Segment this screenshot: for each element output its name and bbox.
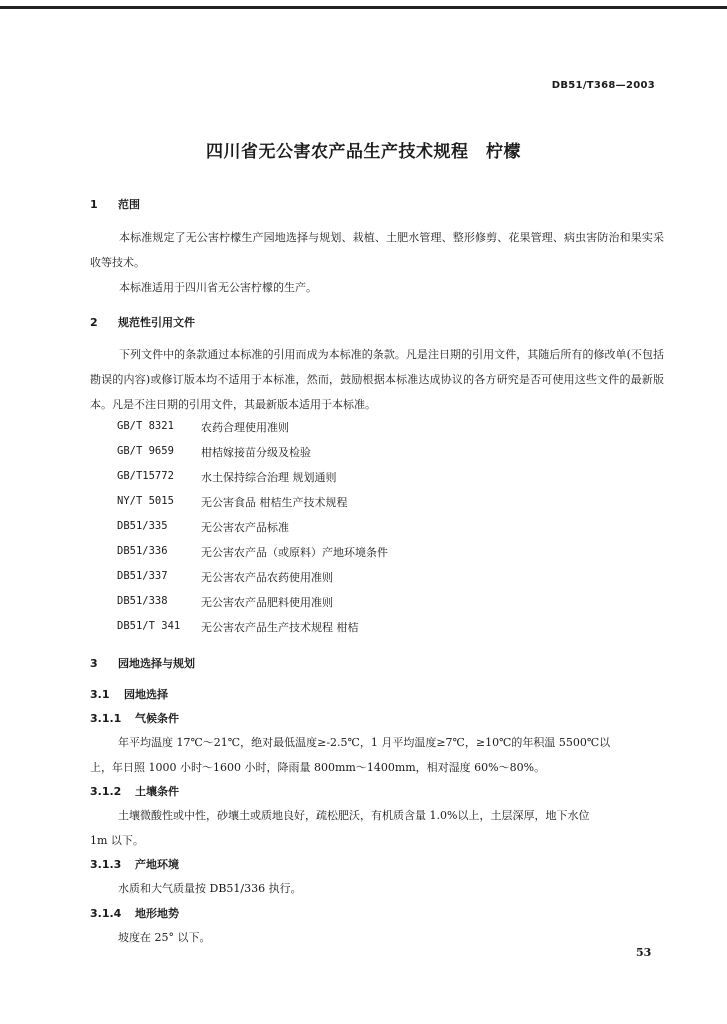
section-1-paragraph-1: 本标准规定了无公害柠檬生产园地选择与规划、栽植、土肥水管理、整形修剪、花果管理、病虫害防治和果实采收等技术。 <box>90 231 664 269</box>
section-number: 3.1.3 <box>90 858 122 871</box>
reference-code: DB51/335 <box>117 520 168 532</box>
reference-code: GB/T 8321 <box>117 420 174 432</box>
section-title: 园地选择 <box>124 688 168 701</box>
soil-text-line-2: 1m 以下。 <box>90 834 144 847</box>
section-title: 产地环境 <box>135 858 179 871</box>
terrain-text-line-1: 坡度在 25° 以下。 <box>118 931 211 944</box>
subsection-3-1-3-heading <box>90 856 179 872</box>
section-title: 气候条件 <box>135 712 179 725</box>
reference-title: 无公害农产品（或原料）产地环境条件 <box>201 546 388 559</box>
reference-title: 无公害农产品生产技术规程 柑桔 <box>201 621 359 634</box>
section-title: 园地选择与规划 <box>118 657 195 670</box>
section-number: 3.1.1 <box>90 712 122 725</box>
section-3-heading <box>90 655 195 671</box>
environment-text-line-1: 水质和大气质量按 DB51/336 执行。 <box>118 882 302 895</box>
reference-code: NY/T 5015 <box>117 495 174 507</box>
section-2-heading <box>90 314 195 330</box>
climate-text-line-1: 年平均温度 17℃～21℃，绝对最低温度≥-2.5℃，1 月平均温度≥7℃，≥10℃的年积温 5500℃以 <box>118 736 611 749</box>
reference-code: DB51/T 341 <box>117 620 181 632</box>
reference-title: 水土保持综合治理 规划通则 <box>201 471 337 484</box>
section-title: 土壤条件 <box>135 785 179 798</box>
section-1-heading <box>90 196 140 212</box>
subsection-3-1-4-heading <box>90 905 179 921</box>
section-title: 规范性引用文件 <box>118 316 195 329</box>
reference-title: 无公害食品 柑桔生产技术规程 <box>201 496 348 509</box>
section-title: 范围 <box>118 198 140 211</box>
subsection-3-1-1-heading <box>90 710 179 726</box>
section-2-paragraph-1: 下列文件中的条款通过本标准的引用而成为本标准的条款。凡是注日期的引用文件，其随后所有的修改单(不包括勘误的内容)或修订版本均不适用于本标准，然而，鼓励根据本标准达成协议的各方研究是否可使用这些文件的最新版本。凡是不注日期的引用文件，其最新版本适用于本标准。 <box>90 348 664 411</box>
reference-title: 无公害农产品标准 <box>201 521 289 534</box>
section-number: 3.1.2 <box>90 785 122 798</box>
section-number: 3 <box>90 657 98 670</box>
section-number: 3.1 <box>90 688 110 701</box>
reference-title: 无公害农产品肥料使用准则 <box>201 596 333 609</box>
subsection-3-1-2-heading <box>90 783 179 799</box>
top-rule <box>0 6 727 9</box>
climate-text-line-2: 上，年日照 1000 小时～1600 小时，降雨量 800mm～1400mm，相对湿度 60%～80%。 <box>90 761 546 774</box>
section-1-paragraph-2: 本标准适用于四川省无公害柠檬的生产。 <box>119 281 317 294</box>
reference-code: DB51/337 <box>117 570 168 582</box>
reference-title: 柑桔嫁接苗分级及检验 <box>201 446 311 459</box>
page-title: 四川省无公害农产品生产技术规程 柠檬 <box>206 142 521 162</box>
page-number: 53 <box>636 946 652 959</box>
subsection-3-1-heading <box>90 686 168 702</box>
soil-text-line-1: 土壤微酸性或中性，砂壤土或质地良好，疏松肥沃，有机质含量 1.0%以上，土层深厚，地下水位 <box>118 809 590 822</box>
section-number: 1 <box>90 198 98 211</box>
reference-title: 无公害农产品农药使用准则 <box>201 571 333 584</box>
reference-code: GB/T15772 <box>117 470 174 482</box>
section-number: 2 <box>90 316 98 329</box>
section-number: 3.1.4 <box>90 907 122 920</box>
standard-code: DB51/T368—2003 <box>551 80 655 91</box>
reference-code: GB/T 9659 <box>117 445 174 457</box>
reference-code: DB51/338 <box>117 595 168 607</box>
reference-title: 农药合理使用准则 <box>201 421 289 434</box>
section-title: 地形地势 <box>135 907 179 920</box>
reference-code: DB51/336 <box>117 545 168 557</box>
